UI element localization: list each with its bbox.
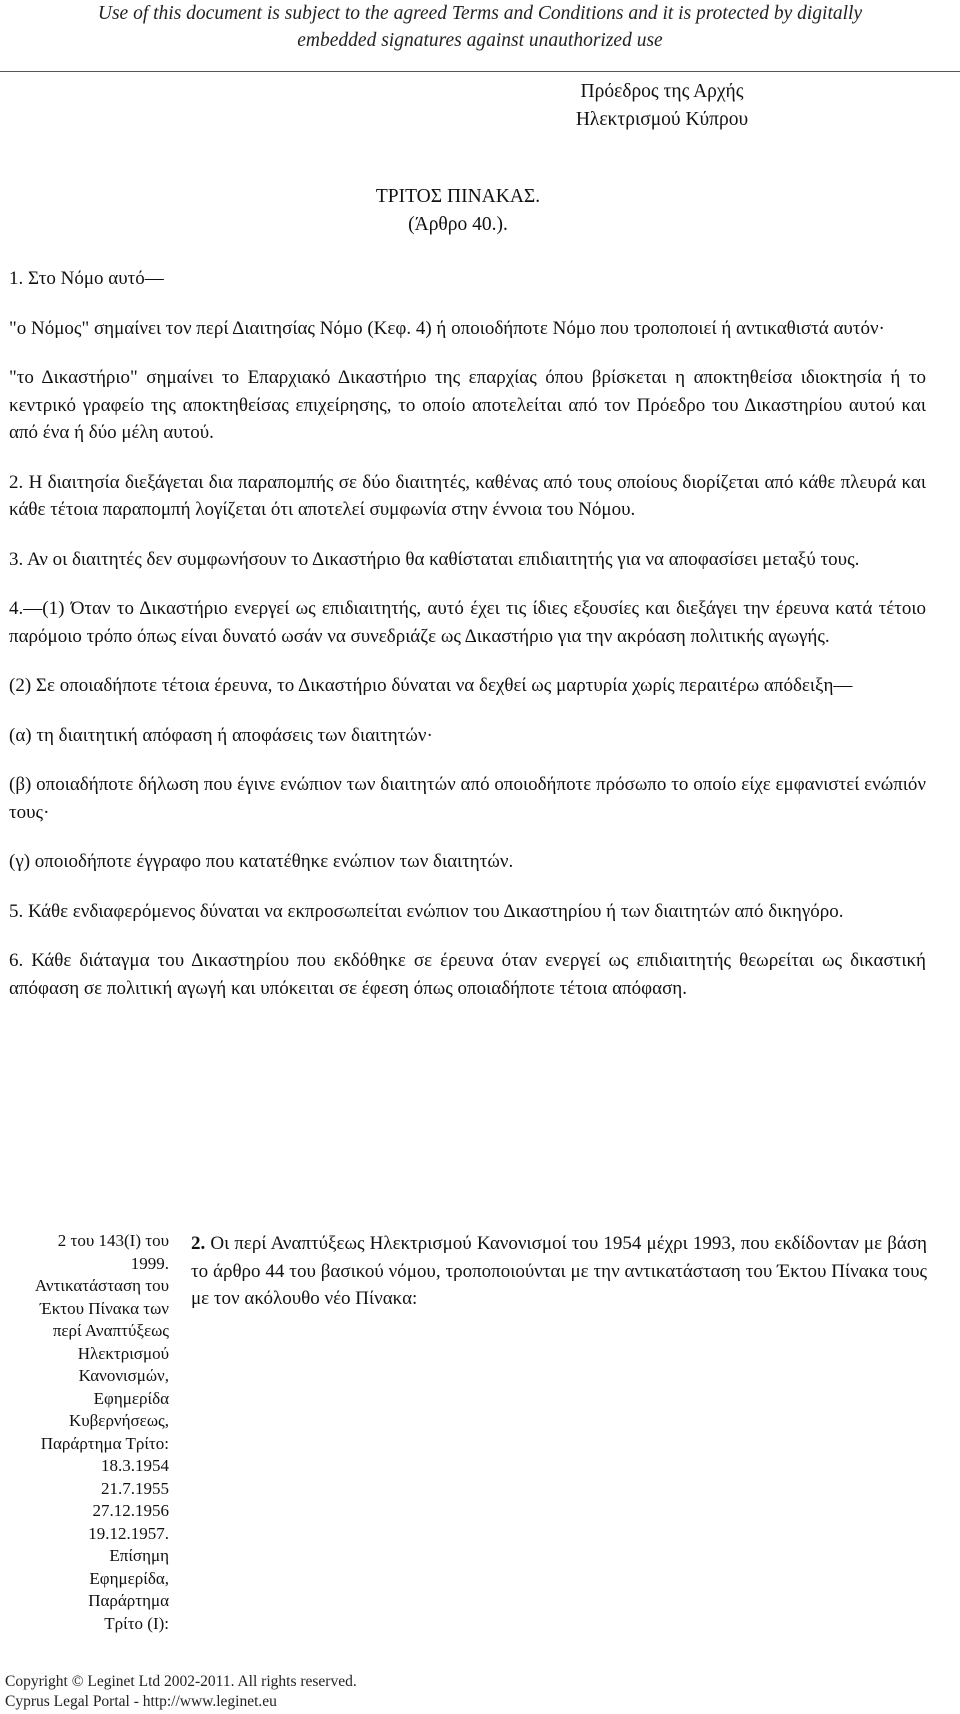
margin-note-line: Κανονισμών, xyxy=(78,1366,169,1385)
document-watermark-header xyxy=(0,0,960,54)
margin-note-line: Εφημερίδα, xyxy=(89,1568,169,1588)
margin-note-line: Τρίτο (Ι): xyxy=(104,1613,169,1633)
margin-note-line: Ηλεκτρισμού xyxy=(77,1343,169,1363)
amendment-text: Οι περί Αναπτύξεως Ηλεκτρισμού Κανονισμοί του 1954 μέχρι 1993, που εκδίδονταν με βάση το άρθρο 44 του βασικού νόμου, τροποποιούνται με την αντικατάσταση του Έκτου Πίνακα τους με τον ακόλουθο νέο Πίνακα: xyxy=(191,1233,927,1309)
paragraph-definition-law: "ο Νόμος" σημαίνει τον περί Διαιτησίας Νόμο (Κεφ. 4) ή οποιοδήποτε Νόμο που τροποποιεί ή αντικαθιστά αυτόν· xyxy=(9,317,885,339)
amendment-number: 2. xyxy=(191,1233,206,1254)
margin-note xyxy=(10,1230,169,1635)
schedule-article: (Άρθρο 40.). xyxy=(408,214,508,235)
margin-note-line: Επίσημη xyxy=(109,1546,169,1565)
paragraph-2: 2. Η διαιτησία διεξάγεται δια παραπομπής σε δύο διαιτητές, καθένας από τους οποίους διορίζεται από κάθε πλευρά και κάθε τέτοια παραπομπή λογίζεται ότι αποτελεί συμφωνία στην έννοια του Νόμου. xyxy=(9,471,926,520)
paragraph-4-2-c: (γ) οποιοδήποτε έγγραφο που κατατέθηκε ενώπιον των διαιτητών. xyxy=(9,851,514,872)
paragraph-4-2: (2) Σε οποιαδήποτε τέτοια έρευνα, το Δικαστήριο δύναται να δεχθεί ως μαρτυρία χωρίς περαιτέρω απόδειξη― xyxy=(9,675,853,696)
header-line-2: embedded signatures against unauthorized use xyxy=(297,30,663,51)
footer-copyright: Copyright © Leginet Ltd 2002-2011. All rights reserved. xyxy=(5,1673,357,1690)
footer-portal-link[interactable]: Cyprus Legal Portal - http://www.leginet.eu xyxy=(5,1693,277,1710)
margin-note-line: 27.12.1956 xyxy=(92,1501,169,1520)
paragraph-definition-court: "το Δικαστήριο" σημαίνει το Επαρχιακό Δικαστήριο της επαρχίας όπου βρίσκεται η αποκτηθείσα ιδιοκτησία ή το κεντρικό γραφείο της αποκτηθείσας επιχείρησης, το οποίο αποτελείται από τον Πρόεδρο του Δικαστηρίου αυτού και από ένα ή δύο μέλη αυτού. xyxy=(9,367,926,443)
page-footer xyxy=(5,1672,357,1712)
header-line-1: Use of this document is subject to the agreed Terms and Conditions and it is protected by digitally xyxy=(97,3,863,24)
margin-note-line: Εφημερίδα xyxy=(93,1388,169,1408)
document-body xyxy=(9,265,926,1024)
amendment-section xyxy=(191,1230,927,1313)
paragraph-4-2-b: (β) οποιαδήποτε δήλωση που έγινε ενώπιον των διαιτητών από οποιοδήποτε πρόσωπο το οποίο είχε εμφανιστεί ενώπιόν τους· xyxy=(9,774,926,823)
margin-note-line: Αντικατάσταση του xyxy=(34,1276,169,1295)
paragraph-6: 6. Κάθε διάταγμα του Δικαστηρίου που εκδόθηκε σε έρευνα όταν ενεργεί ως επιδιαιτητής θεωρείται ως δικαστική απόφαση σε πολιτική αγωγή και υπόκειται σε έφεση όπως οποιαδήποτε τέτοια απόφαση. xyxy=(9,950,926,999)
margin-note-line: 21.7.1955 xyxy=(101,1478,169,1498)
paragraph-4-2-a: (α) τη διαιτητική απόφαση ή αποφάσεις των διαιτητών· xyxy=(9,724,433,746)
margin-note-line: 18.3.1954 xyxy=(101,1456,169,1475)
margin-note-line: 19.12.1957. xyxy=(88,1523,169,1543)
authority-line-2: Ηλεκτρισμού Κύπρου xyxy=(575,109,749,130)
margin-note-line: Έκτου Πίνακα των xyxy=(39,1298,169,1318)
margin-note-line: 2 του 143(Ι) του xyxy=(57,1231,169,1250)
paragraph-3: 3. Αν οι διαιτητές δεν συμφωνήσουν το Δικαστήριο θα καθίσταται επιδιαιτητής για να αποφασίσει μεταξύ τους. xyxy=(9,548,860,570)
paragraph-4-1: 4.―(1) Όταν το Δικαστήριο ενεργεί ως επιδιαιτητής, αυτό έχει τις ίδιες εξουσίες και διεξάγει την έρευνα κατά τέτοιο παρόμοιο τρόπο όπως είναι δυνατό ωσάν να συνεδριάζε ως Δικαστήριο για την ακρόαση πολιτικής αγωγής. xyxy=(9,598,926,647)
schedule-title: ΤΡΙΤΟΣ ΠΙΝΑΚΑΣ. xyxy=(375,186,541,207)
schedule-heading xyxy=(338,183,578,239)
margin-note-line: περί Αναπτύξεως xyxy=(52,1321,169,1340)
paragraph-5: 5. Κάθε ενδιαφερόμενος δύναται να εκπροσωπείται ενώπιον του Δικαστηρίου ή των διαιτητών από δικηγόρο. xyxy=(9,900,844,922)
margin-note-line: 1999. xyxy=(130,1253,169,1273)
paragraph-1: 1. Στο Νόμο αυτό― xyxy=(9,268,164,289)
header-divider xyxy=(0,71,960,72)
margin-note-line: Παράρτημα xyxy=(88,1591,169,1610)
authority-line-1: Πρόεδρος της Αρχής xyxy=(580,81,744,102)
margin-note-line: Παράρτημα Τρίτο: xyxy=(40,1433,169,1453)
margin-note-line: Κυβερνήσεως, xyxy=(68,1411,169,1430)
authority-heading xyxy=(562,78,762,134)
